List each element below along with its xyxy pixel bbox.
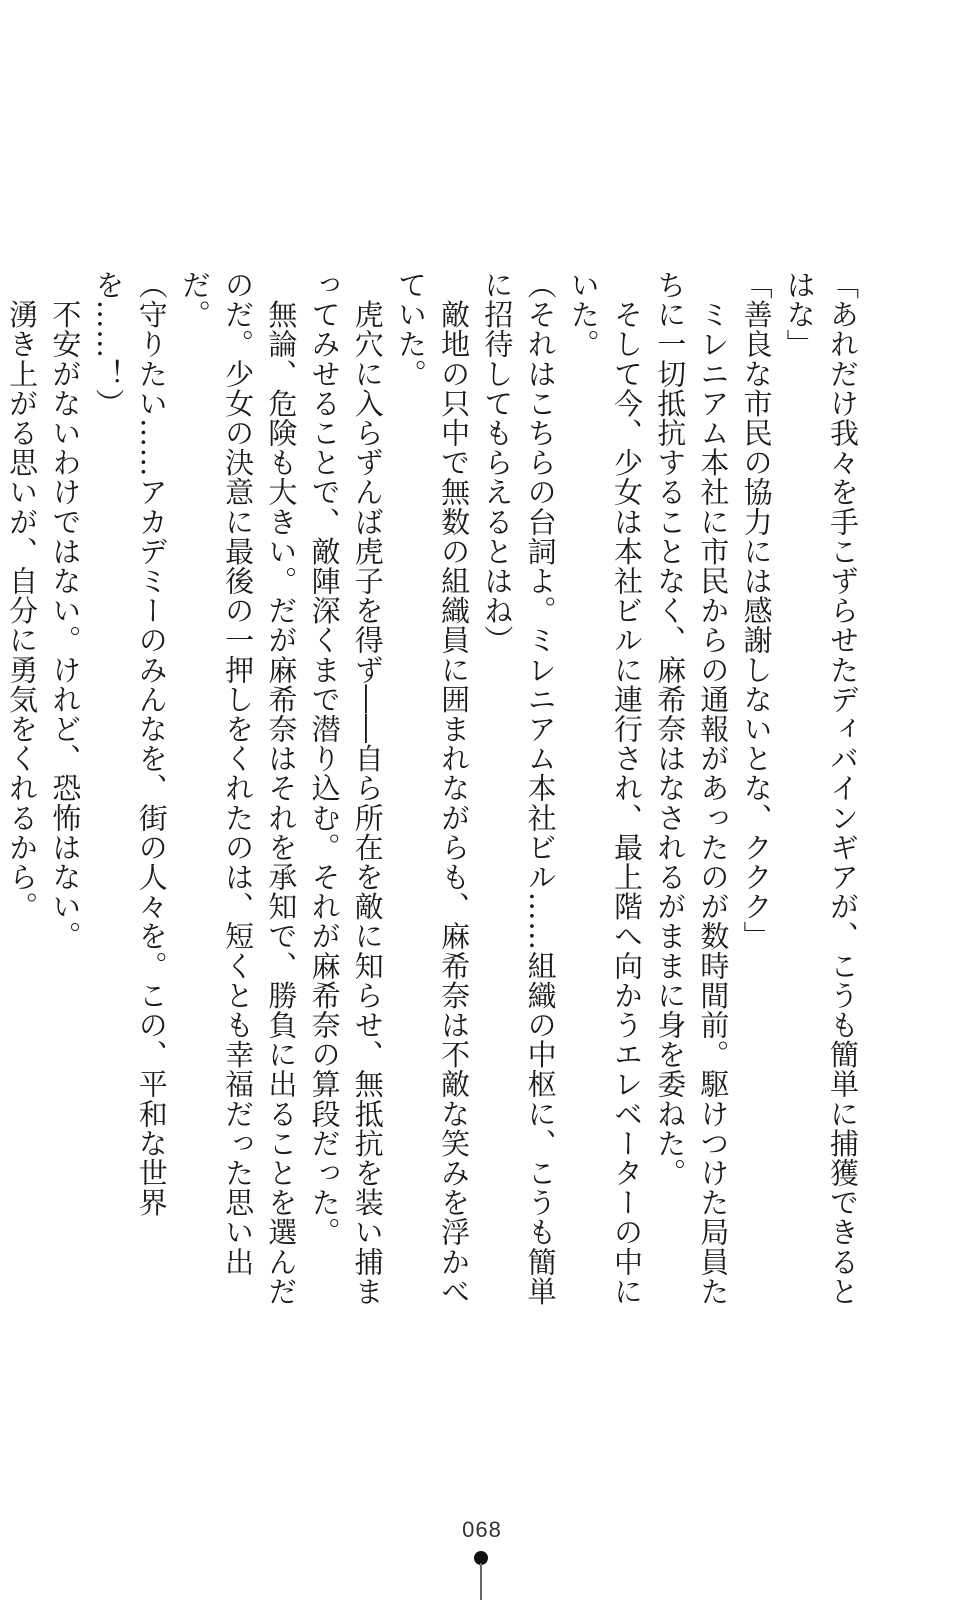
text-line: 無論、危険も大きい。だが麻希奈はそれを承知で、勝負に出ることを選んだのだ。少女の決意に最後の一押しをくれたのは、短くとも幸福だった思い出だ。 [177, 270, 299, 1306]
text-line: そして今、少女は本社ビルに連行され、最上階へ向かうエレベーターの中にいた。 [566, 270, 644, 1306]
text-line: 虎穴に入らずんば虎子を得ず――自ら所在を敵に知らせ、無抵抗を装い捕まってみせることで、敵陣深くまで潜り込む。それが麻希奈の算段だった。 [307, 270, 385, 1306]
page-number: 068 [462, 1517, 502, 1542]
text-line: 不安がないわけではない。けれど、恐怖はない。 [48, 270, 83, 951]
text-line: （守りたい……アカデミーのみんなを、街の人々を。この、平和な世界を……！） [91, 270, 169, 1218]
text-line: 敵地の只中で無数の組織員に囲まれながらも、麻希奈は不敵な笑みを浮かべていた。 [393, 270, 472, 1306]
text-line: 湧き上がる思いが、自分に勇気をくれるから。 [5, 270, 40, 922]
text-line: ミレニアム本社に市民からの通報があったのが数時間前。駆けつけた局員たちに一切抵抗することなく、麻希奈はなされるがままに身を委ねた。 [653, 270, 731, 1306]
text-line: 「善良な市民の協力には感謝しないとな、ククク」 [739, 270, 774, 951]
text-line: （それはこちらの台詞よ。ミレニアム本社ビル……組織の中枢に、こうも簡単に招待してもらえるとはね） [480, 270, 558, 1306]
page-marker-line [480, 1563, 482, 1600]
vertical-text-body [0, 270, 864, 1325]
text-line: 「あれだけ我々を手こずらせたディバインギアが、こうも簡単に捕獲できるとはな」 [782, 270, 860, 1306]
